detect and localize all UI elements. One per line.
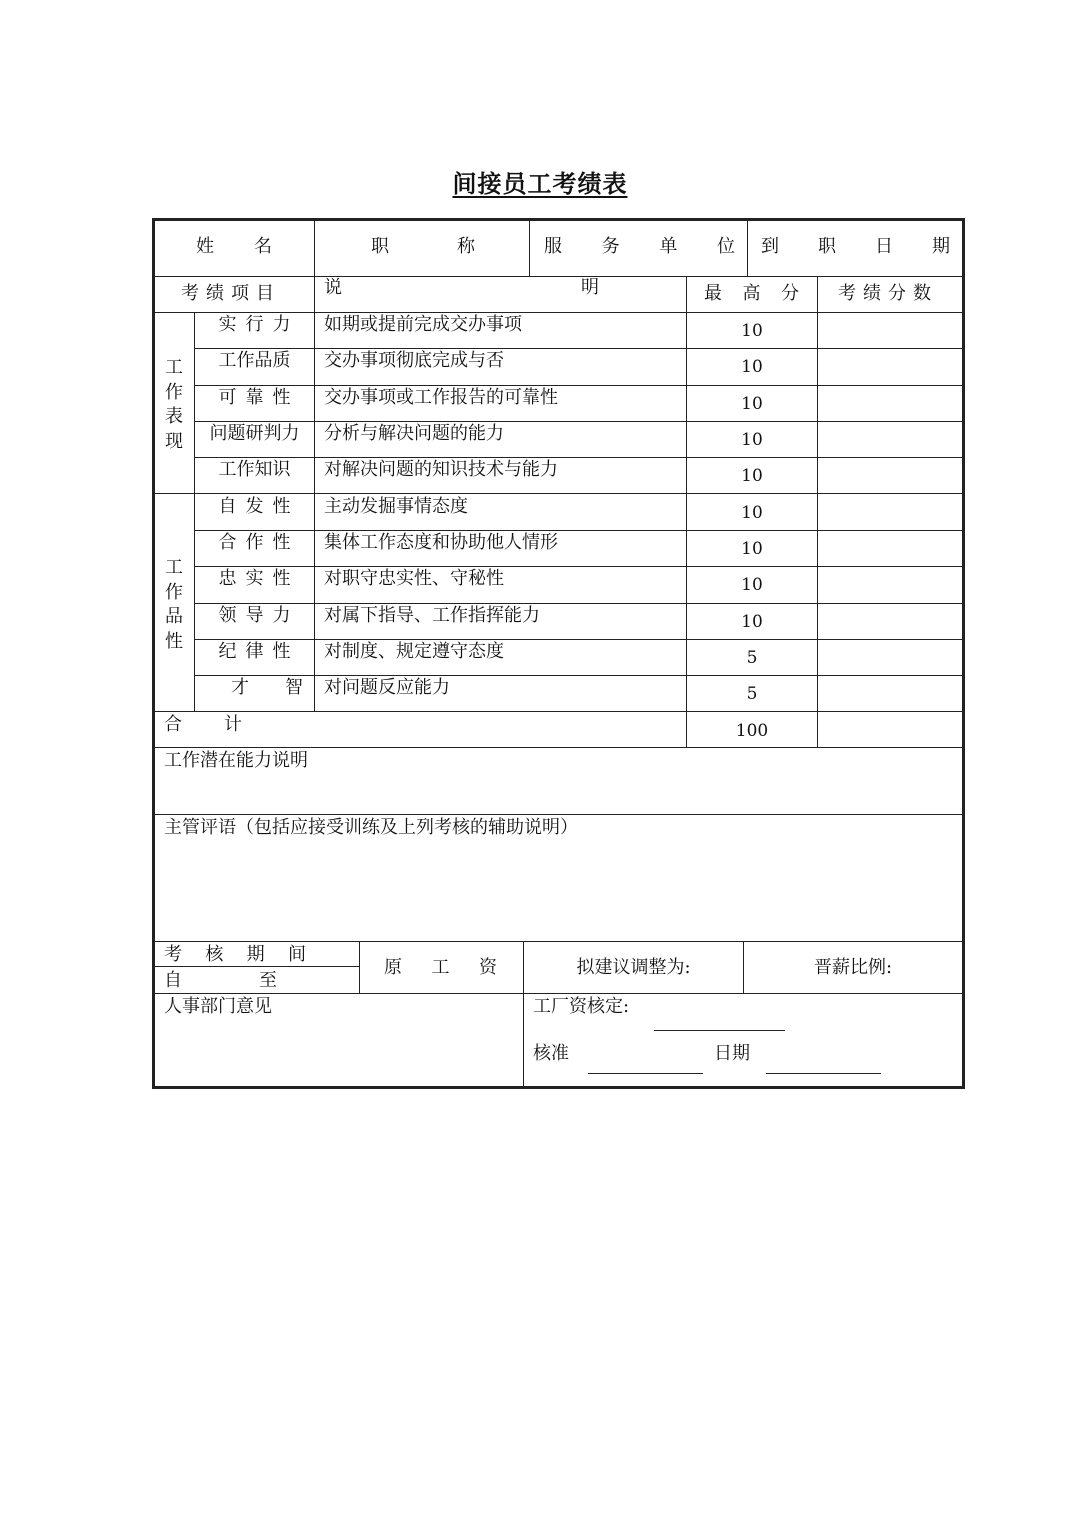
item-name: 忠实性: [218, 568, 300, 589]
factory-salary-line: [654, 1030, 785, 1031]
item-max-score: 10: [741, 575, 763, 595]
item-desc: 对问题反应能力: [324, 677, 450, 698]
group-label-char: 现: [165, 430, 183, 452]
column-max-char: 最: [704, 283, 722, 304]
border-left: [152, 218, 155, 1089]
item-desc: 交办事项彻底完成与否: [324, 350, 504, 371]
column-max-char: 分: [781, 283, 799, 304]
header-start-date: [761, 236, 950, 258]
column-item: 考绩项目: [181, 283, 281, 304]
group-label-char: 表: [165, 406, 183, 427]
group-label-char: 工: [165, 557, 183, 578]
evaluation-form: [152, 218, 965, 1089]
column-desc: [324, 277, 599, 299]
header-char: 期: [932, 236, 950, 257]
line-v-unit: [747, 218, 748, 276]
group-label-char: 工: [165, 357, 183, 378]
border-top: [152, 218, 965, 221]
item-desc: 对属下指导、工作指挥能力: [324, 605, 540, 626]
item-name: 纪律性: [218, 641, 300, 662]
header-char: 称: [457, 236, 475, 257]
supervisor-label: 主管评语（包括应接受训练及上列考核的辅助说明）: [164, 817, 578, 838]
item-desc: 对制度、规定遵守态度: [324, 641, 504, 662]
review-period-char: 考: [164, 944, 182, 965]
line-total-top: [152, 711, 965, 712]
total-label: 合计: [164, 714, 284, 735]
item-max-score: 10: [741, 430, 763, 450]
group-label-char: 品: [165, 606, 183, 627]
header-char: 服: [544, 236, 562, 257]
item-name: 自发性: [218, 496, 300, 517]
item-name: 实行力: [218, 314, 300, 335]
date-label: 日期: [714, 1043, 750, 1064]
review-period-label: [164, 944, 306, 966]
item-desc: 交办事项或工作报告的可靠性: [324, 387, 558, 408]
item-score-cell[interactable]: [818, 458, 962, 492]
header-name-char: 名: [254, 236, 272, 257]
item-score-cell[interactable]: [818, 640, 962, 674]
column-score: 考绩分数: [838, 283, 938, 304]
item-desc: 集体工作态度和协助他人情形: [324, 532, 558, 553]
item-max-score: 10: [741, 539, 763, 559]
item-name: 才智: [231, 677, 339, 698]
item-desc: 对解决问题的知识技术与能力: [324, 459, 558, 480]
item-score-cell[interactable]: [818, 422, 962, 456]
original-salary-char: 资: [479, 957, 497, 978]
item-max-score: 10: [741, 394, 763, 414]
header-job-title: [371, 236, 475, 258]
original-salary: [384, 957, 497, 979]
item-score-cell[interactable]: [818, 567, 962, 601]
review-period-char: 期: [246, 944, 265, 965]
group-label-char: 作: [165, 581, 183, 603]
item-score-cell[interactable]: [818, 604, 962, 638]
line-v-item: [314, 218, 315, 711]
group-label-performance: [163, 356, 185, 454]
item-max-score: 10: [741, 321, 763, 341]
form-title: [0, 164, 1080, 199]
factory-salary: 工厂资核定:: [533, 996, 630, 1017]
item-score-cell[interactable]: [818, 386, 962, 420]
item-name: 工作知识: [218, 459, 291, 480]
item-name: 问题研判力: [209, 423, 300, 444]
column-max-char: 高: [742, 283, 761, 304]
item-score-cell[interactable]: [818, 495, 962, 529]
line-v-title: [529, 218, 530, 276]
date-line: [766, 1073, 881, 1074]
item-max-score: 10: [741, 357, 763, 377]
header-char: 职: [818, 236, 836, 257]
original-salary-char: 原: [384, 957, 402, 978]
header-char: 位: [716, 236, 735, 257]
form-title-text: 间接员工考绩表: [452, 170, 628, 198]
item-score-cell[interactable]: [818, 349, 962, 383]
potential-label: 工作潜在能力说明: [164, 750, 308, 771]
hr-opinion: 人事部门意见: [164, 996, 272, 1017]
line-salary-bottom: [152, 993, 965, 994]
item-desc: 对职守忠实性、守秘性: [324, 568, 504, 589]
item-name: 可靠性: [218, 387, 300, 408]
item-max-score: 5: [746, 684, 758, 704]
item-score-cell[interactable]: [818, 531, 962, 565]
line-potential-bottom: [152, 814, 965, 815]
item-desc: 分析与解决问题的能力: [324, 423, 504, 444]
item-max-score: 5: [746, 648, 758, 668]
column-max: [704, 283, 799, 305]
raise-ratio: 晋薪比例:: [813, 957, 893, 978]
item-desc: 如期或提前完成交办事项: [324, 314, 522, 335]
item-score-cell[interactable]: [818, 313, 962, 347]
header-name: [196, 236, 272, 258]
line-group-divider: [152, 493, 965, 494]
original-salary-char: 工: [431, 957, 450, 978]
border-bottom: [152, 1086, 965, 1089]
total-max: 100: [735, 721, 769, 741]
suggested-adjust: 拟建议调整为:: [576, 957, 691, 978]
approve-label: 核准: [533, 1043, 569, 1064]
line-period-mid: [152, 966, 359, 967]
group-label-char: 作: [165, 381, 183, 403]
header-char: 职: [371, 236, 389, 257]
group-label-character: [163, 556, 185, 654]
group-label-char: 性: [165, 630, 183, 652]
approve-line: [588, 1073, 703, 1074]
item-max-score: 10: [741, 612, 763, 632]
header-name-char: 姓: [196, 236, 214, 257]
line-v-period: [359, 941, 360, 993]
item-score-cell[interactable]: [818, 676, 962, 710]
line-total-bottom: [152, 747, 965, 748]
header-char: 单: [659, 236, 678, 257]
review-from: 自: [164, 970, 182, 991]
header-service-unit: [544, 236, 735, 258]
review-to: 至: [259, 970, 277, 991]
header-char: 到: [761, 236, 779, 257]
review-period-char: 核: [205, 944, 224, 965]
column-desc-char: 说: [324, 277, 342, 298]
item-max-score: 10: [741, 503, 763, 523]
item-desc: 主动发掘事情态度: [324, 496, 468, 517]
header-char: 日: [875, 236, 893, 257]
item-name: 工作品质: [218, 350, 291, 371]
review-period-char: 间: [287, 944, 306, 965]
item-name: 合作性: [218, 532, 300, 553]
item-name: 领导力: [218, 605, 300, 626]
header-char: 务: [601, 236, 620, 257]
column-desc-char: 明: [581, 277, 599, 298]
line-supervisor-bottom: [152, 941, 965, 942]
item-max-score: 10: [741, 466, 763, 486]
